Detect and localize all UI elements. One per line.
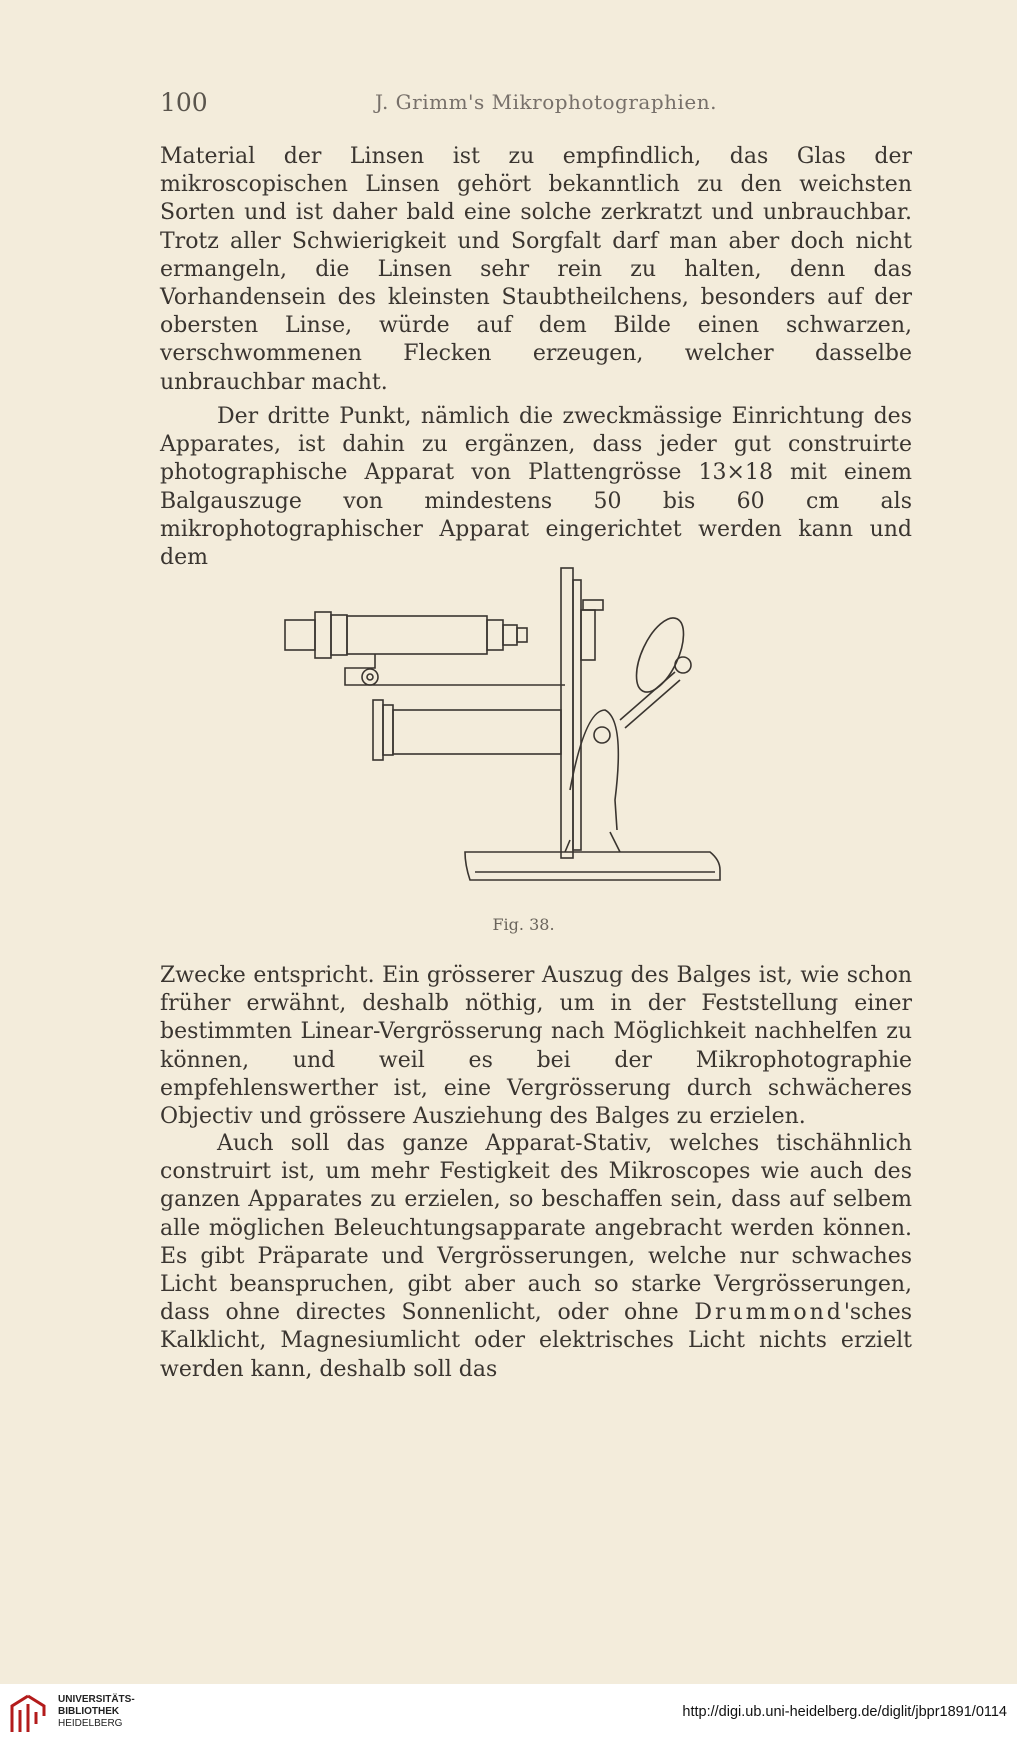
source-url-link[interactable]: http://digi.ub.uni-heidelberg.de/diglit/jbpr1891/0114 — [682, 1704, 1007, 1720]
library-name — [58, 1694, 135, 1730]
paragraph-third-point: Der dritte Punkt, nämlich die zweckmässige Einrichtung des Apparates, ist dahin zu ergänzen, dass jeder gut construirte photographische Apparat von Plattengrösse 13×18 mit einem Balgauszuge von mindestens 50 bis 60 cm als mikrophotographischer Apparat eingerichtet werden kann und dem — [160, 404, 912, 571]
paragraph-stand — [160, 1130, 912, 1384]
library-name-line-3: HEIDELBERG — [58, 1718, 123, 1729]
paragraph-stand-start: Auch soll das ganze Apparat-Stativ, welches tischähnlich construirt ist, um mehr Festigkeit des Mikroscopes wie auch des ganzen Apparates zu erzielen, so beschaffen sein, dass auf selbem alle möglichen Beleuchtungsapparate angebracht werden können. Es gibt Präparate und Vergrösserungen, welche nur schwaches Licht beanspruchen, gibt aber auch so starke Vergrösserungen, dass ohne directes Sonnenlicht, oder ohne — [160, 1131, 912, 1326]
paragraph-material: Material der Linsen ist zu empfindlich, das Glas der mikroscopischen Linsen gehört bekanntlich zu den weichsten Sorten und ist daher bald eine solche zerkratzt und unbrauchbar. Trotz aller Schwierigkeit und Sorgfalt darf man aber doch nicht ermangeln, die Linsen sehr rein zu halten, denn das Vorhandensein des kleinsten Staubtheilchens, besonders auf der obersten Linse, würde auf dem Bilde einen schwarzen, verschwommenen Flecken erzeugen, welcher dasselbe unbrauchbar macht. — [160, 144, 912, 395]
running-title: J. Grimm's Mikrophotographien. — [375, 90, 718, 114]
figure-caption: Fig. 38. — [492, 915, 555, 934]
person-name-drummond: Drummond — [694, 1300, 844, 1326]
library-name-line-1: UNIVERSITÄTS- — [58, 1694, 135, 1705]
digitization-footer — [0, 1684, 1017, 1742]
paragraph-stand-end: 'sches Kalklicht, Magnesiumlicht oder elektrisches Licht nichts erzielt werden kann, deshalb soll das — [160, 1300, 912, 1382]
microscope-apparatus-figure — [265, 560, 815, 910]
page-number: 100 — [160, 88, 208, 117]
page-header — [160, 88, 920, 118]
library-name-line-2: BIBLIOTHEK — [58, 1706, 120, 1717]
microscope-apparatus-drawing — [265, 560, 815, 910]
library-logo-icon — [8, 1692, 48, 1736]
paragraph-purpose: Zwecke entspricht. Ein grösserer Auszug des Balges ist, wie schon früher erwähnt, deshalb nöthig, um in der Feststellung einer bestimmten Linear-Vergrösserung nach Möglichkeit nachhelfen zu können, und weil es bei der Mikrophotographie empfehlenswerther ist, eine Vergrösserung durch schwächeres Objectiv und grössere Ausziehung des Balges zu erzielen. — [160, 963, 912, 1130]
